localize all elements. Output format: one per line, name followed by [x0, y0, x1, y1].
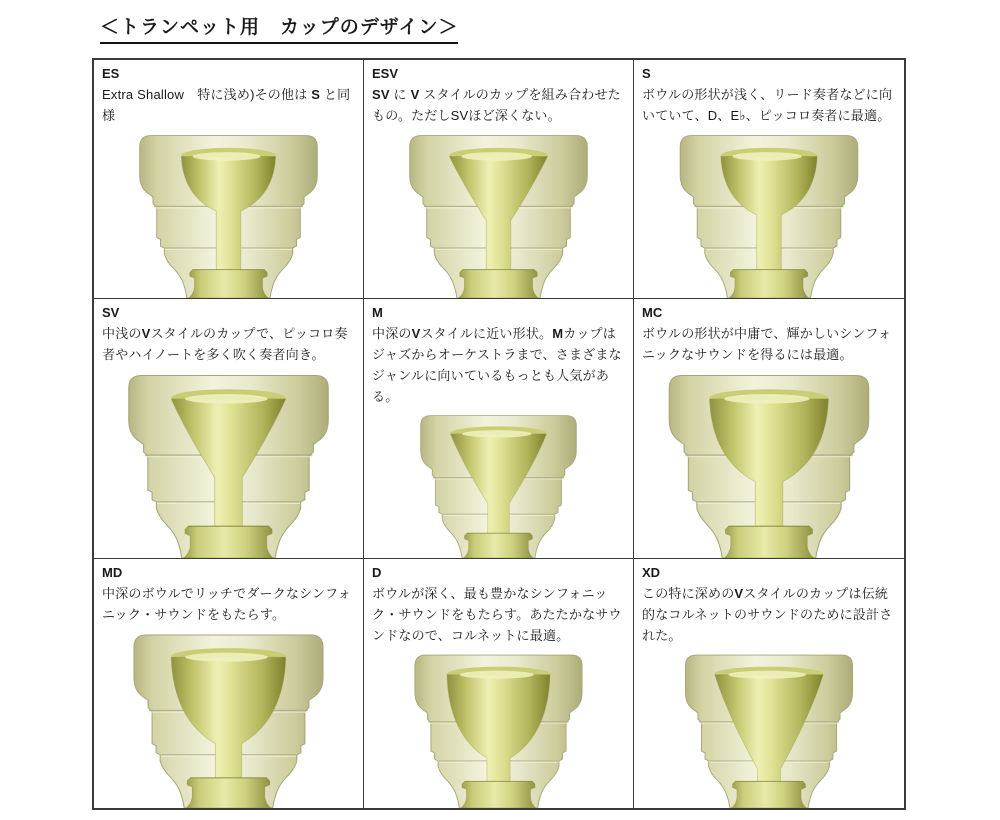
page-title: ＜トランペット用 カップのデザイン＞	[100, 12, 458, 44]
cup-code: M	[372, 305, 383, 320]
cup-code: S	[642, 66, 651, 81]
cell-text	[364, 559, 633, 646]
cell-text	[94, 299, 363, 365]
cup-cell-xd	[634, 559, 904, 808]
mouthpiece-cutaway-image	[364, 128, 633, 298]
cup-cell-md	[94, 559, 364, 808]
cup-design-table	[92, 58, 906, 810]
cell-text	[364, 60, 633, 126]
mouthpiece-cutaway-image	[94, 627, 363, 808]
cup-description: Extra Shallow 特に浅め)その他は S と同様	[102, 87, 351, 123]
cup-code: XD	[642, 565, 661, 580]
cup-description: この特に深めのVスタイルのカップは伝統的なコルネットのサウンドのために設計された。	[642, 586, 893, 643]
cup-description: ボウルの形状が浅く、リード奏者などに向いていて、D、E♭、ピッコロ奏者に最適。	[642, 87, 893, 123]
mouthpiece-cutaway-image	[634, 648, 904, 808]
cup-description: 中浅のVスタイルのカップで、ピッコロ奏者やハイノートを多く吹く奏者向き。	[102, 326, 348, 362]
cup-cell-d	[364, 559, 634, 808]
cup-cell-m	[364, 299, 634, 559]
cup-cell-sv	[94, 299, 364, 559]
cup-cell-mc	[634, 299, 904, 559]
cup-cell-s	[634, 60, 904, 299]
cup-description: ボウルの形状が中庸で、輝かしいシンフォニックなサウンドを得るには最適。	[642, 326, 892, 362]
cup-description: 中深のVスタイルに近い形状。Mカップはジャズからオーケストラまで、さまざまなジャンルに向いているもっとも人気がある。	[372, 326, 622, 404]
cell-text	[634, 559, 904, 646]
cup-code: SV	[102, 305, 120, 320]
cell-text	[634, 60, 904, 126]
mouthpiece-cutaway-image	[364, 648, 633, 808]
mouthpiece-cutaway-image	[94, 367, 363, 558]
cup-code: D	[372, 565, 382, 580]
mouthpiece-cutaway-image	[634, 367, 904, 558]
mouthpiece-cutaway-image	[94, 128, 363, 298]
cell-text	[634, 299, 904, 365]
mouthpiece-cutaway-image	[634, 128, 904, 298]
cell-text	[364, 299, 633, 407]
cup-code: MD	[102, 565, 123, 580]
cup-code: ES	[102, 66, 120, 81]
cell-text	[94, 559, 363, 625]
cup-cell-es	[94, 60, 364, 299]
cup-description: ボウルが深く、最も豊かなシンフォニック・サウンドをもたらす。あたたかなサウンドなので、コルネットに最適。	[372, 586, 622, 643]
mouthpiece-cutaway-image	[364, 409, 633, 558]
cup-description: 中深のボウルでリッチでダークなシンフォニック・サウンドをもたらす。	[102, 586, 351, 622]
cup-code: MC	[642, 305, 663, 320]
cell-text	[94, 60, 363, 126]
cup-description: SV に V スタイルのカップを組み合わせたもの。ただしSVほど深くない。	[372, 87, 621, 123]
cup-cell-esv	[364, 60, 634, 299]
cup-code: ESV	[372, 66, 399, 81]
